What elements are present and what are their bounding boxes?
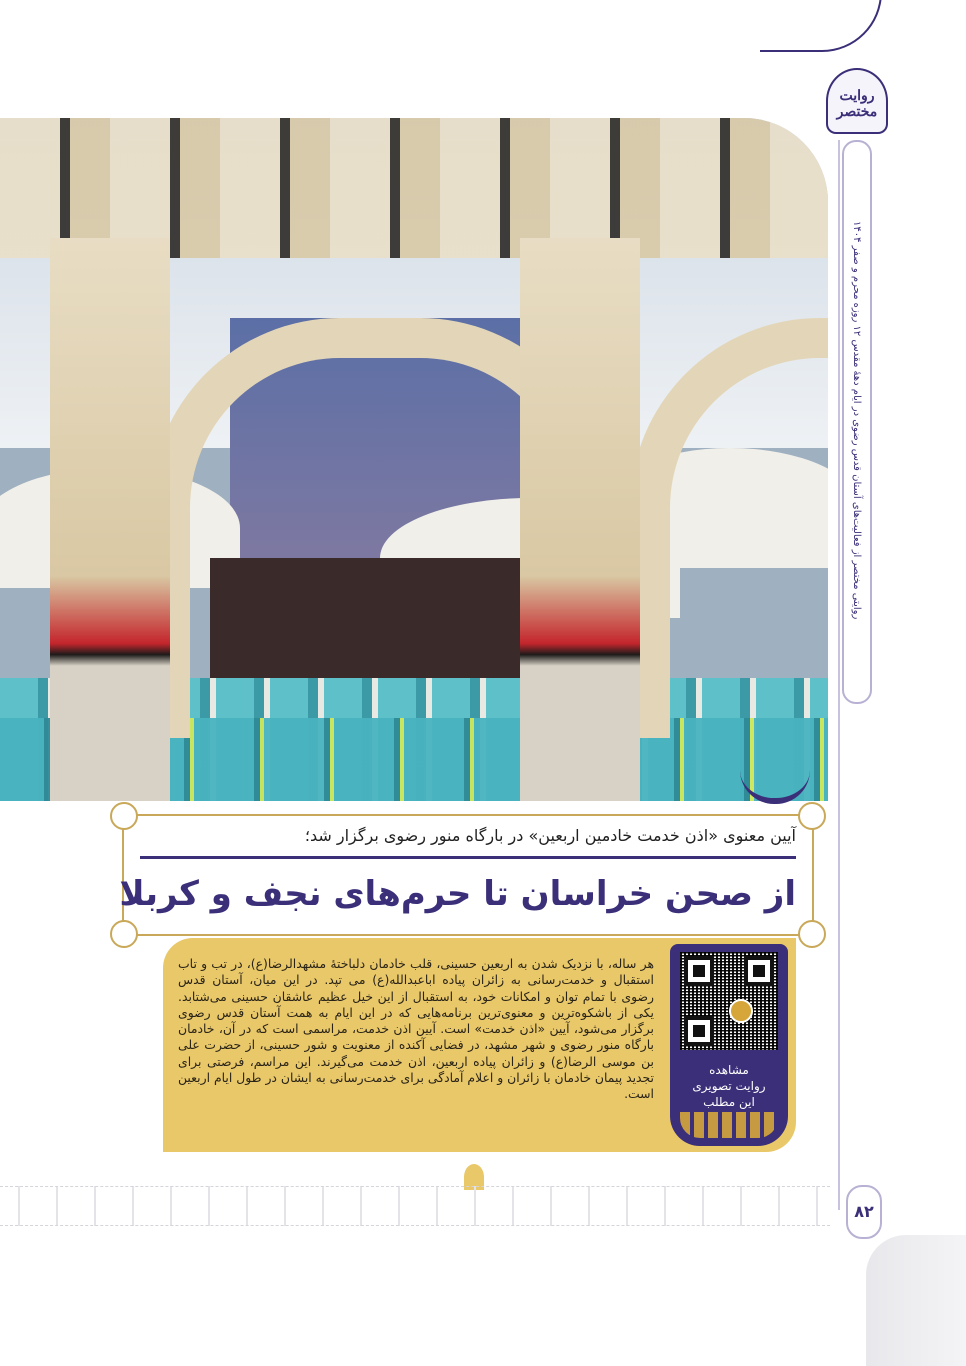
article-subtitle: آیین معنوی «اذن خدمت خادمین اربعین» در بارگاه منور رضوی برگزار شد؛ [304, 826, 796, 845]
frame-corner-ornament [798, 920, 826, 948]
frame-corner-ornament [798, 802, 826, 830]
page-corner-tab [866, 1235, 966, 1366]
frame-corner-ornament [110, 802, 138, 830]
qr-finder-icon [744, 956, 774, 986]
frame-corner-ornament [110, 920, 138, 948]
qr-label-line: این مطلب [703, 1095, 755, 1109]
running-header: روایتی مختصر از فعالیت‌های آستان قدس رضوی در ایام دهۀ مقدس ۱۲ روزه محرم و صفر ۱۴۰۴ [851, 220, 862, 620]
bottom-ornament-band [0, 1186, 830, 1226]
article-body-text: هر ساله، با نزدیک شدن به اربعین حسینی، قلب خادمان دلباختۀ مشهدالرضا(ع)، در تب و تاب استقبال و خدمت‌رسانی به زائران پیاده اباعبدالله(ع) می تپد. در این میان، آستان قدس رضوی با تمام توان و امکانات خود، به استقبال از این خیل عظیم عاشقان حسینی می‌شتابد. یکی از باشکوه‌ترین و معنوی‌ترین برنامه‌هایی که در این ایام به همت آستان قدس رضوی برگزار می‌شود، آیین «اذن خدمت» است. آیین اذن خدمت، مراسمی است که در آن، خادمان بارگاه منور رضوی و شهر مشهد، در فضایی آکنده از معنویت و شور حسینی، از حضرت علی بن موسی الرضا(ع) و زائران پیاده اربعین، اذن خدمت می‌گیرند. این مراسم، فرصتی برای تجدید پیمان خادمان با زائران و اعلام آمادگی برای خدمت‌رسانی به ایشان در طول ایام اربعین است. [178, 956, 654, 1102]
qr-label [670, 1062, 788, 1110]
qr-emblem-icon [729, 999, 753, 1023]
qr-label-line: روایت تصویری [692, 1079, 766, 1093]
qr-code-icon[interactable] [680, 952, 778, 1050]
qr-finder-icon [684, 956, 714, 986]
article-photo [0, 118, 828, 801]
photo-pillar [520, 238, 640, 801]
sidebar-line [838, 140, 840, 1210]
photo-pillar [50, 238, 170, 801]
qr-ornament [680, 1112, 778, 1138]
article-title: از صحن خراسان تا حرم‌های نجف و کربلا [119, 874, 796, 914]
logo-text: روایت مختصر [836, 88, 878, 120]
title-divider [140, 856, 796, 859]
qr-label-line: مشاهده [709, 1063, 749, 1077]
page-number: ۸۲ [846, 1185, 882, 1239]
photo-tile-band [0, 118, 828, 258]
top-decorative-curve [760, 0, 882, 52]
qr-finder-icon [684, 1016, 714, 1046]
qr-panel[interactable] [670, 944, 788, 1146]
magazine-logo [826, 68, 888, 134]
